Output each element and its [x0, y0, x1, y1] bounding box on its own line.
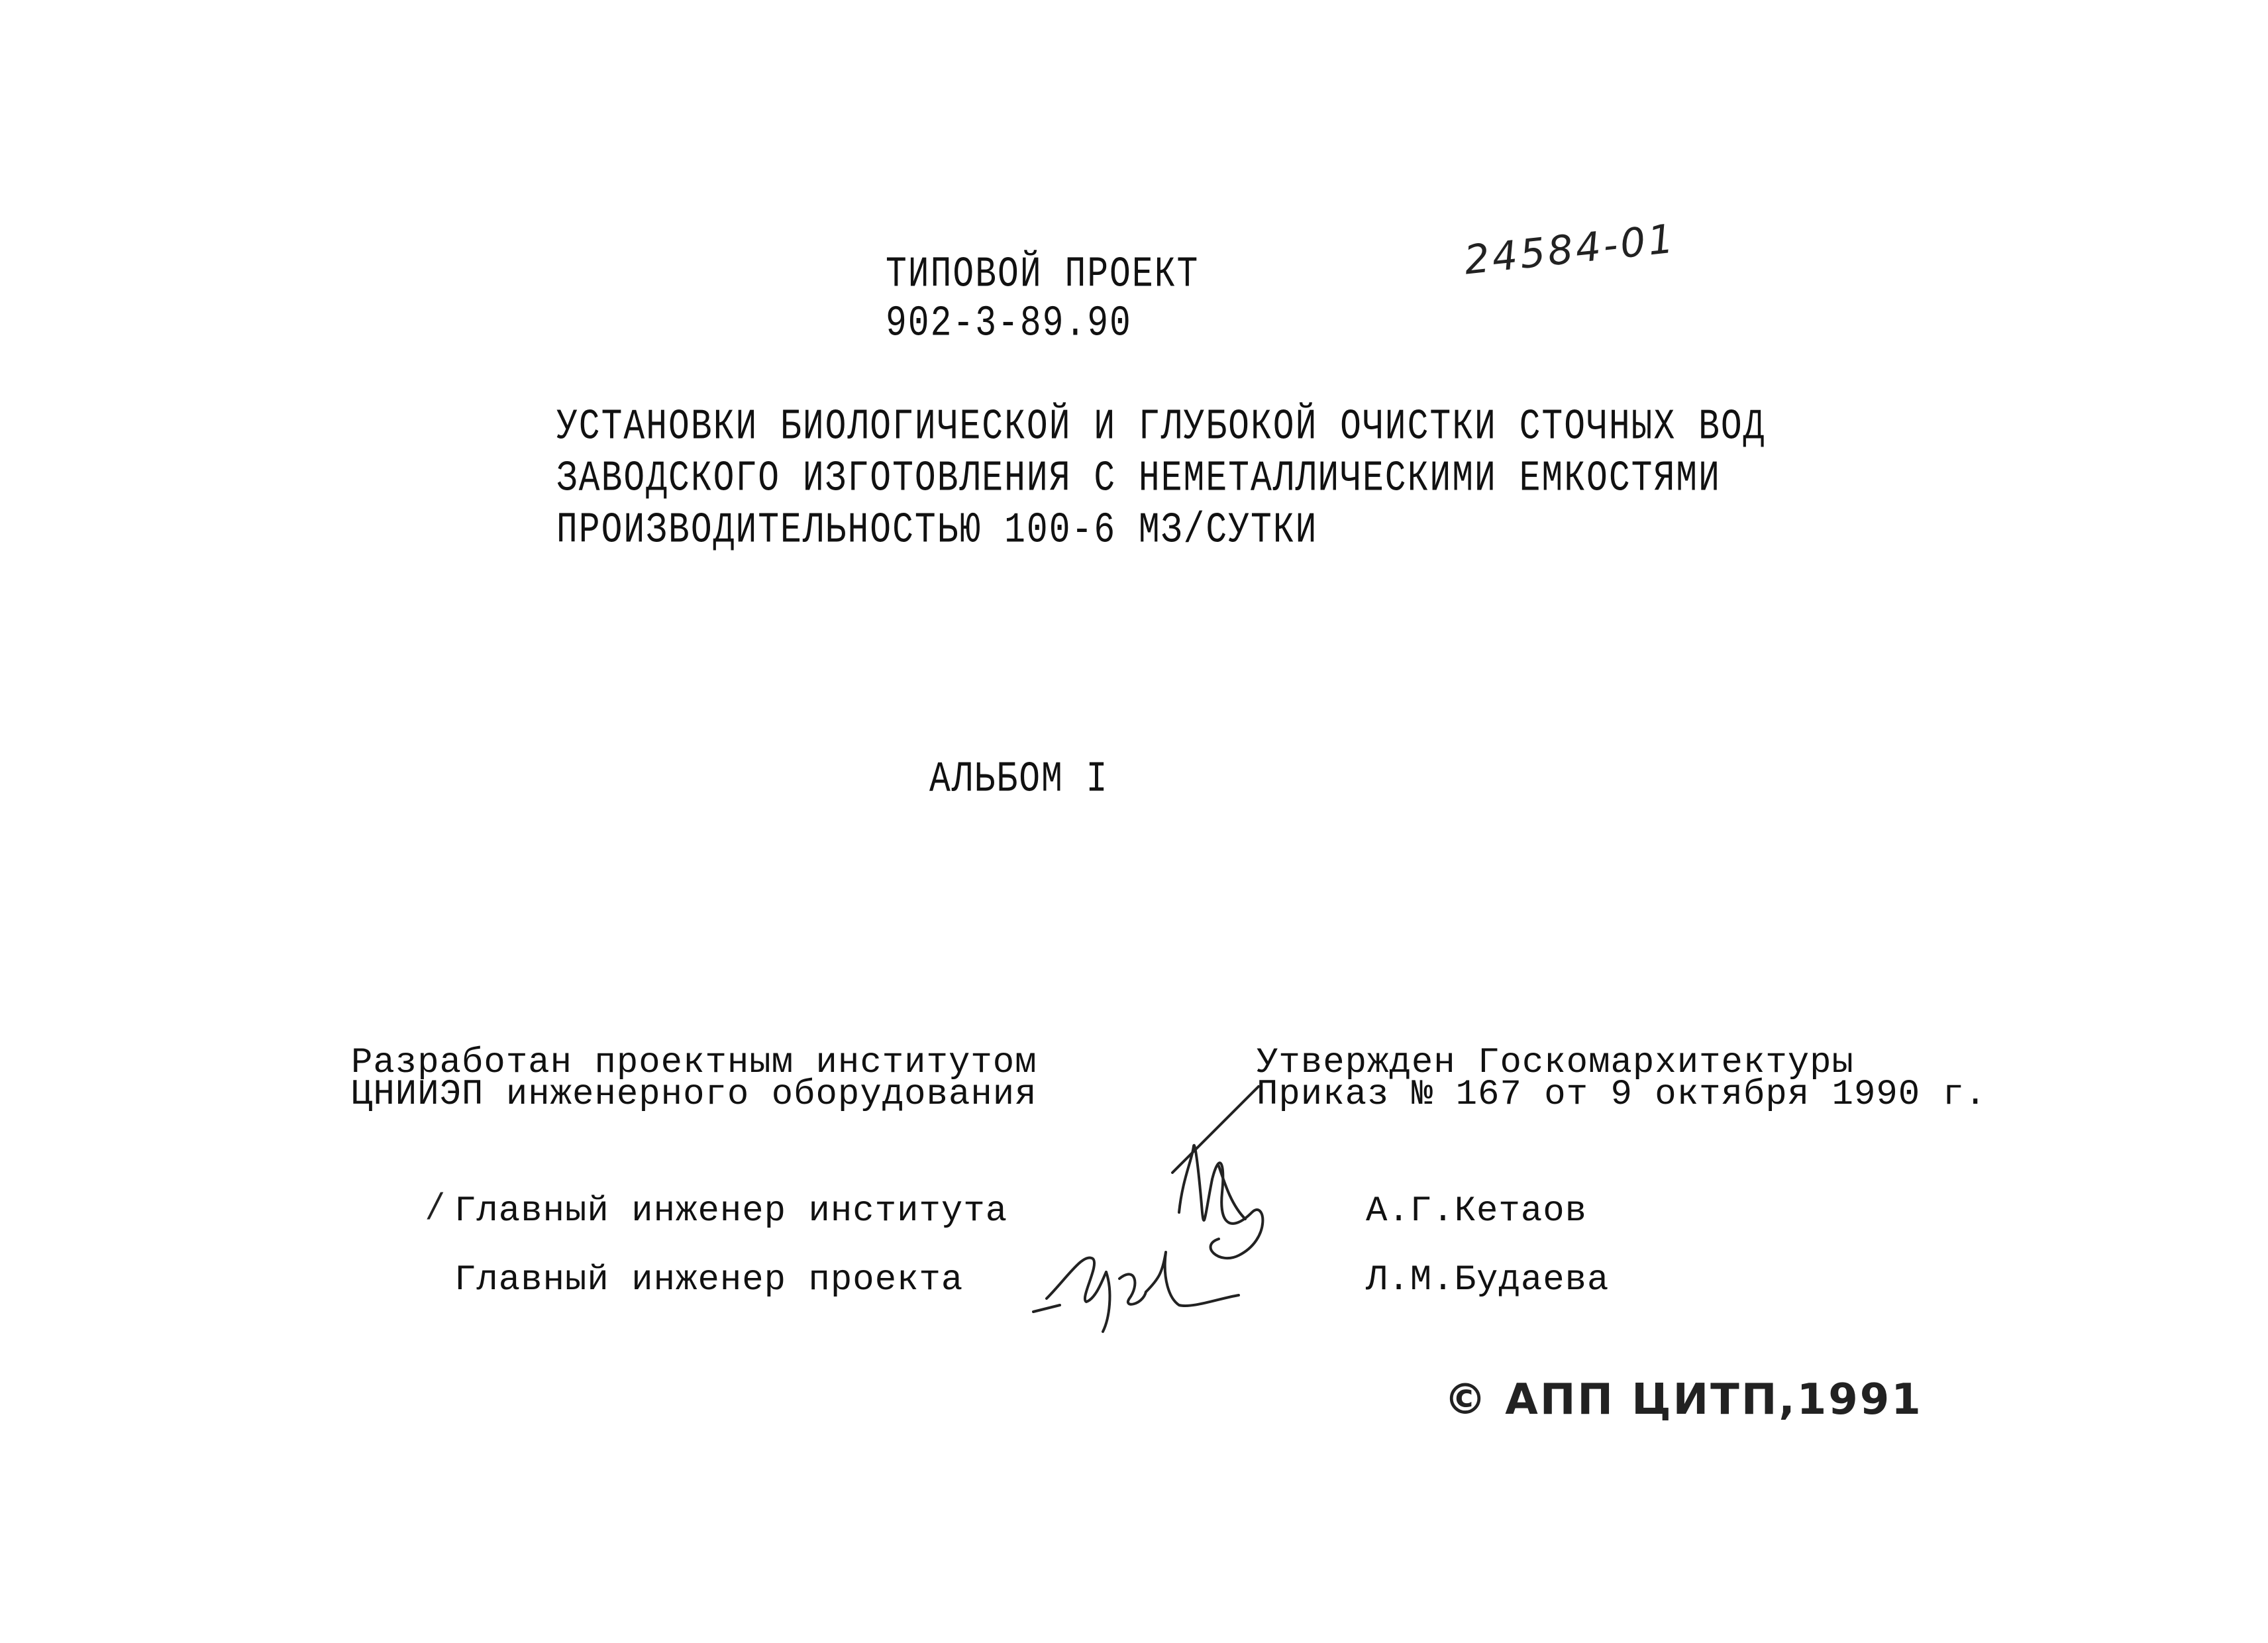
approval-line-1: Утвержден Госкомархитектуры: [1257, 1043, 1854, 1083]
signatory-name-2: Л.М.Будаева: [1366, 1260, 1610, 1300]
title-line-2: ЗАВОДСКОГО ИЗГОТОВЛЕНИЯ С НЕМЕТАЛЛИЧЕСКИМИ ЕМКОСТЯМИ: [556, 454, 1721, 504]
handwritten-inventory-number: 24584-01: [1462, 215, 1678, 284]
approval-line-2: Приказ № 167 от 9 октября 1990 г.: [1257, 1075, 1987, 1115]
handwritten-signature: [1020, 1080, 1298, 1345]
title-line-3: ПРОИЗВОДИТЕЛЬНОСТЬЮ 100-6 МЗ/СУТКИ: [556, 506, 1318, 555]
signatory-role-1: Главный инженер института: [454, 1191, 1008, 1232]
project-type-heading: ТИПОВОЙ ПРОЕКТ: [886, 250, 1200, 299]
developer-line-2: ЦНИИЭП инженерного оборудования: [351, 1075, 1037, 1115]
title-line-1: УСТАНОВКИ БИОЛОГИЧЕСКОЙ И ГЛУБОКОЙ ОЧИСТКИ СТОЧНЫХ ВОД: [556, 403, 1766, 452]
copyright-stamp: © АПП ЦИТП,1991: [1444, 1375, 1923, 1424]
project-number: 902-3-89.90: [886, 299, 1132, 348]
signatory-role-2: Главный инженер проекта: [454, 1260, 964, 1300]
album-label: АЛЬБОМ I: [929, 755, 1109, 804]
signatory-name-1: А.Г.Кетаов: [1366, 1191, 1588, 1232]
developer-line-1: Разработан проектным институтом: [351, 1043, 1037, 1083]
role-mark: /: [429, 1186, 440, 1224]
